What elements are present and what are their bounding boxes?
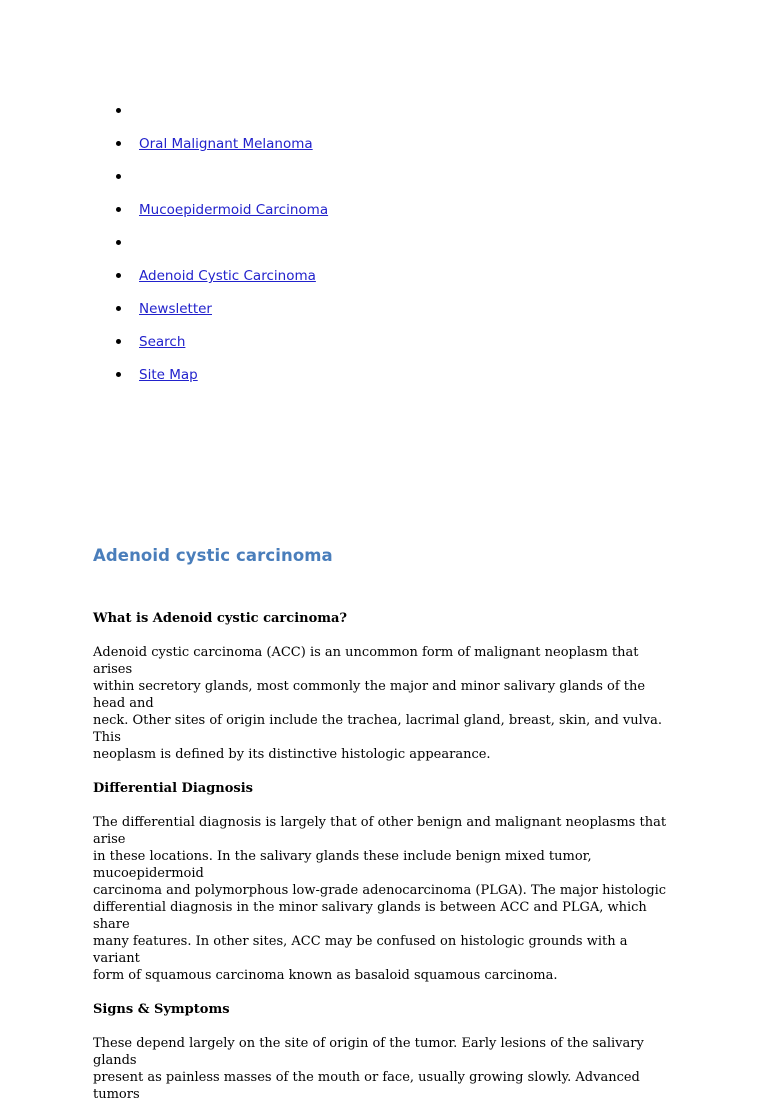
nav-item-newsletter: [116, 298, 328, 331]
bullet-icon: [116, 141, 121, 146]
paragraph-line: present as painless masses of the mouth or face, usually growing slowly. Advanced tumors: [93, 1070, 640, 1102]
article: [93, 544, 678, 1103]
nav-item-oral-malignant-melanoma: [116, 133, 328, 166]
nav-item-mucoepidermoid-carcinoma: [116, 199, 328, 232]
paragraph-line: Adenoid cystic carcinoma (ACC) is an uncommon form of malignant neoplasm that arises: [93, 645, 639, 677]
paragraph-line: carcinoma and polymorphous low-grade adenocarcinoma (PLGA). The major histologic: [93, 883, 667, 898]
section-signs-symptoms: [93, 1001, 678, 1103]
section-differential-diagnosis: [93, 780, 678, 1001]
site-nav-list: [116, 100, 328, 397]
link-search[interactable]: Search: [139, 334, 186, 350]
article-title: Adenoid cystic carcinoma: [93, 546, 333, 565]
section-paragraph: [93, 814, 678, 984]
link-newsletter[interactable]: Newsletter: [139, 301, 212, 317]
bullet-icon: [116, 108, 121, 113]
paragraph-line: differential diagnosis in the minor salivary glands is between ACC and PLGA, which share: [93, 900, 647, 932]
section-heading: What is Adenoid cystic carcinoma?: [93, 611, 348, 626]
section-heading: Differential Diagnosis: [93, 781, 253, 796]
bullet-icon: [116, 273, 121, 278]
section-paragraph: [93, 1035, 678, 1103]
nav-item-empty: [116, 100, 328, 133]
bullet-icon: [116, 240, 121, 245]
paragraph-line: form of squamous carcinoma known as basaloid squamous carcinoma.: [93, 968, 558, 983]
paragraph-line: many features. In other sites, ACC may be confused on histologic grounds with a variant: [93, 934, 628, 966]
bullet-icon: [116, 339, 121, 344]
section-what-is: [93, 610, 678, 780]
nav-item-adenoid-cystic-carcinoma: [116, 265, 328, 298]
section-paragraph: [93, 644, 678, 763]
bullet-icon: [116, 174, 121, 179]
bullet-icon: [116, 306, 121, 311]
link-mucoepidermoid-carcinoma[interactable]: Mucoepidermoid Carcinoma: [139, 202, 329, 218]
paragraph-line: neck. Other sites of origin include the trachea, lacrimal gland, breast, skin, and vulva. This: [93, 713, 663, 745]
link-adenoid-cystic-carcinoma[interactable]: Adenoid Cystic Carcinoma: [139, 268, 316, 284]
link-oral-malignant-melanoma[interactable]: Oral Malignant Melanoma: [139, 136, 313, 152]
paragraph-line: neoplasm is defined by its distinctive histologic appearance.: [93, 747, 491, 762]
nav-item-site-map: [116, 364, 328, 397]
paragraph-line: The differential diagnosis is largely that of other benign and malignant neoplasms that arise: [93, 815, 667, 847]
bullet-icon: [116, 207, 121, 212]
nav-item-empty: [116, 232, 328, 265]
paragraph-line: within secretory glands, most commonly the major and minor salivary glands of the head and: [93, 679, 646, 711]
section-heading: Signs & Symptoms: [93, 1002, 230, 1017]
bullet-icon: [116, 372, 121, 377]
nav-item-search: [116, 331, 328, 364]
nav-item-empty: [116, 166, 328, 199]
paragraph-line: in these locations. In the salivary glands these include benign mixed tumor, mucoepidermoid: [93, 849, 592, 881]
link-site-map[interactable]: Site Map: [139, 367, 198, 383]
paragraph-line: These depend largely on the site of origin of the tumor. Early lesions of the salivary glands: [93, 1036, 644, 1068]
